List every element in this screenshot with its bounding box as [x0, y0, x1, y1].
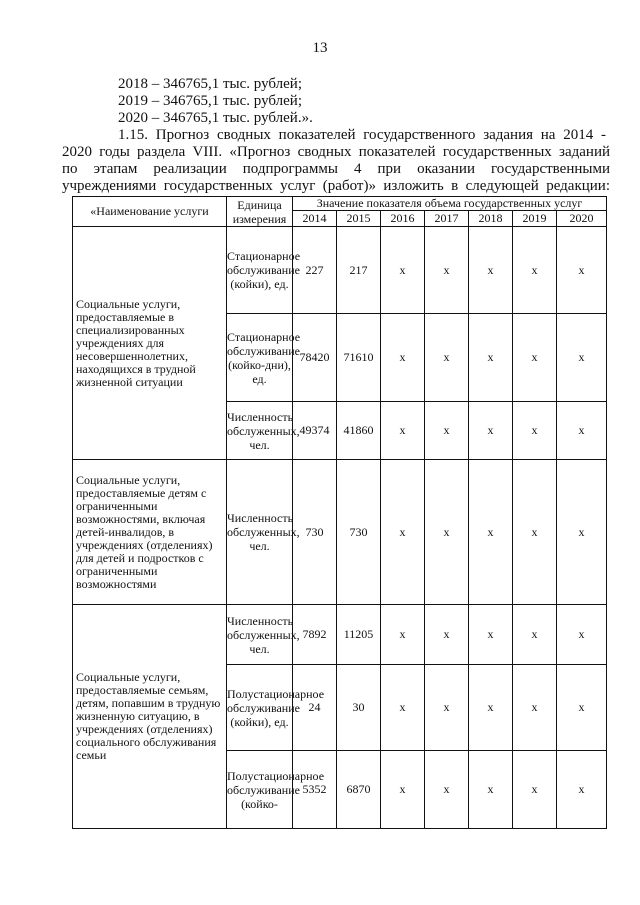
- unit-cell: Стационарное обслуживание (койко-дни), ед.: [227, 314, 293, 402]
- unit-cell: Стационарное обслуживание (койки), ед.: [227, 227, 293, 314]
- section-paragraph-cont: [62, 144, 610, 195]
- value-cell: х: [381, 314, 425, 402]
- value-cell: х: [557, 314, 607, 402]
- value-cell: х: [557, 460, 607, 605]
- value-cell: х: [381, 605, 425, 665]
- header-year: 2020: [557, 211, 607, 227]
- value-cell: х: [469, 227, 513, 314]
- value-cell: 30: [337, 665, 381, 751]
- intro-text: [88, 76, 606, 127]
- header-year: 2017: [425, 211, 469, 227]
- table-row: [73, 227, 607, 314]
- value-cell: 71610: [337, 314, 381, 402]
- unit-cell: Полустационарное обслуживание (койки), ед.: [227, 665, 293, 751]
- header-year: 2018: [469, 211, 513, 227]
- header-values-group: Значение показателя объема государственных услуг: [293, 197, 607, 211]
- unit-cell: Численность обслуженных, чел.: [227, 402, 293, 460]
- value-cell: 41860: [337, 402, 381, 460]
- unit-cell: Численность обслуженных, чел.: [227, 460, 293, 605]
- paragraph-line-2: 2020 годы раздела VIII. «Прогноз сводных показателей государственных заданий: [62, 144, 610, 160]
- value-cell: х: [381, 665, 425, 751]
- value-cell: 7892: [293, 605, 337, 665]
- value-cell: х: [469, 314, 513, 402]
- value-cell: х: [469, 665, 513, 751]
- value-cell: х: [513, 402, 557, 460]
- value-cell: х: [513, 605, 557, 665]
- budget-line-2018: 2018 – 346765,1 тыс. рублей;: [118, 76, 302, 92]
- value-cell: 5352: [293, 751, 337, 829]
- value-cell: х: [513, 751, 557, 829]
- service-name-cell: Социальные услуги, предоставляемые семьям, детям, попавшим в трудную жизненную ситуацию, в учреждениях (отделениях) социального обслуживания семьи: [73, 605, 227, 829]
- value-cell: 227: [293, 227, 337, 314]
- section-paragraph: [88, 127, 606, 144]
- header-year: 2016: [381, 211, 425, 227]
- header-year: 2015: [337, 211, 381, 227]
- value-cell: х: [513, 227, 557, 314]
- value-cell: х: [425, 751, 469, 829]
- value-cell: х: [381, 227, 425, 314]
- value-cell: х: [381, 402, 425, 460]
- value-cell: х: [557, 402, 607, 460]
- header-service-name: «Наименование услуги: [73, 197, 227, 227]
- header-year: 2014: [293, 211, 337, 227]
- value-cell: х: [425, 314, 469, 402]
- value-cell: х: [425, 665, 469, 751]
- value-cell: х: [425, 402, 469, 460]
- value-cell: х: [513, 460, 557, 605]
- value-cell: 6870: [337, 751, 381, 829]
- value-cell: х: [425, 460, 469, 605]
- value-cell: х: [425, 605, 469, 665]
- value-cell: х: [469, 605, 513, 665]
- header-unit: Единица измерения: [227, 197, 293, 227]
- value-cell: х: [469, 402, 513, 460]
- value-cell: х: [381, 460, 425, 605]
- value-cell: 730: [293, 460, 337, 605]
- value-cell: х: [381, 751, 425, 829]
- value-cell: х: [469, 751, 513, 829]
- page-number: 13: [312, 40, 328, 56]
- unit-cell: Полустационарное обслуживание (койко-: [227, 751, 293, 829]
- services-table: [72, 196, 607, 829]
- value-cell: х: [513, 665, 557, 751]
- value-cell: х: [469, 460, 513, 605]
- paragraph-line-4: учреждениями государственных услуг (работ)» изложить в следующей редакции:: [62, 178, 610, 194]
- value-cell: х: [425, 227, 469, 314]
- value-cell: х: [557, 751, 607, 829]
- value-cell: х: [557, 227, 607, 314]
- value-cell: х: [557, 605, 607, 665]
- value-cell: х: [513, 314, 557, 402]
- paragraph-line-1: 1.15. Прогноз сводных показателей государственного задания на 2014 -: [118, 127, 606, 143]
- value-cell: 730: [337, 460, 381, 605]
- value-cell: 24: [293, 665, 337, 751]
- unit-cell: Численность обслуженных, чел.: [227, 605, 293, 665]
- service-name-cell: Социальные услуги, предоставляемые детям с ограниченными возможностями, включая детей-инвалидов, в учреждениях (отделениях) для детей и подростков с ограниченными возможностями: [73, 460, 227, 605]
- service-name-cell: Социальные услуги, предоставляемые в специализированных учреждениях для несовершеннолетних, находящихся в трудной жизненной ситуации: [73, 227, 227, 460]
- budget-line-2019: 2019 – 346765,1 тыс. рублей;: [118, 93, 302, 109]
- value-cell: х: [557, 665, 607, 751]
- value-cell: 78420: [293, 314, 337, 402]
- table-row: [73, 460, 607, 605]
- table-row: [73, 605, 607, 665]
- budget-line-2020: 2020 – 346765,1 тыс. рублей.».: [118, 110, 313, 126]
- value-cell: 49374: [293, 402, 337, 460]
- header-year: 2019: [513, 211, 557, 227]
- paragraph-line-3: по этапам реализации подпрограммы 4 при оказании государственными: [62, 161, 610, 177]
- value-cell: 11205: [337, 605, 381, 665]
- value-cell: 217: [337, 227, 381, 314]
